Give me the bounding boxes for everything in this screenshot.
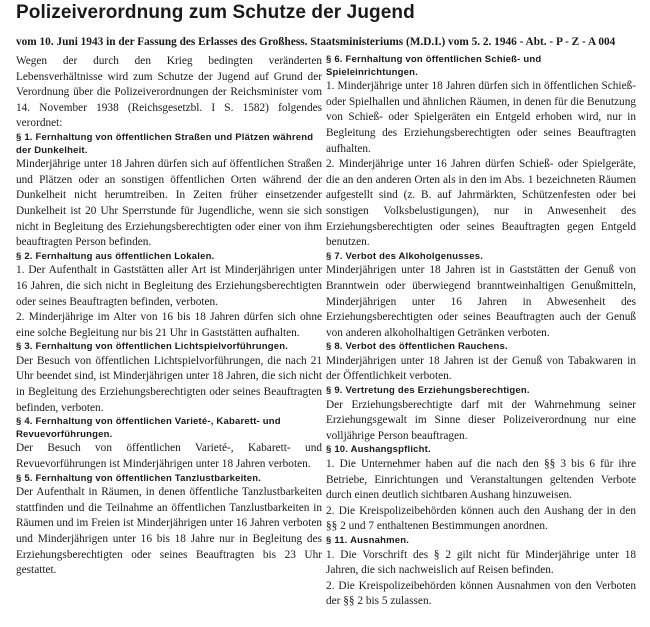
paragraph: 2. Minderjährige unter 16 Jahren dürfen Schieß- oder Spielgeräte, die an den anderen Orten als in den im Abs. 1 bezeichneten Räumen aufgestellt sind (z. B. auf Jahrmärkten, Schützenfesten oder bei sonstigen Volksbelustigungen), nur in Anwesenheit des Erziehungsberechtigten oder seines Beauftragten gegen Entgeld benutzen. <box>326 158 636 249</box>
section-heading: § 8. Verbot des öffentlichen Rauchens. <box>326 341 508 353</box>
section-heading: § 2. Fernhaltung aus öffentlichen Lokalen. <box>16 250 215 262</box>
section-heading: § 1. Fernhaltung von öffentlichen Straßen und Plätzen während der Dunkelheit. <box>16 131 314 156</box>
paragraph: Wegen der durch den Krieg bedingten veränderten Lebensverhältnisse wird zum Schutze der Jugend auf Grund der Verordnung über die Polizeiverordnungen der Reichsminister vom 14. November 1938 (Reichsgesetzbl. I S. 1582) folgendes verordnet: <box>16 55 322 130</box>
section-heading: § 7. Verbot des Alkoholgenusses. <box>326 250 484 262</box>
paragraph: 2. Die Kreispolizeibehörden können Ausnahmen von den Verboten der §§ 2 bis 5 zulassen. <box>326 579 636 608</box>
document-title: Polizeiverordnung zum Schutze der Jugend <box>16 2 415 23</box>
paragraph: Der Aufenthalt in Räumen, in denen öffentliche Tanzlustbarkeiten stattfinden und die Teilnahme an öffentlichen Tanzlustbarkeiten in Räumen und im Freien ist Minderjährigen unter 16 Jahren verboten und Minderjährigen unter 16 bis 18 Jahre nur in Begleitung des Erziehungsberechtigten oder seines Beauftragten bis 23 Uhr gestattet. <box>16 486 322 577</box>
paragraph: Der Besuch von öffentlichen Lichtspielvorführungen, die nach 21 Uhr beendet sind, ist Minderjährigen unter 18 Jahren, die sich nicht in Begleitung des Erziehungsberechtigten oder seines Beauftragten befinden, verboten. <box>16 354 322 414</box>
paragraph: Der Besuch von öffentlichen Varieté-, Kabarett- und Revuevorführungen ist Minderjährigen unter 18 Jahren verboten. <box>16 442 322 471</box>
paragraph: 2. Die Kreispolizeibehörden können auch den Aushang der in den §§ 2 und 7 enthaltenen Bestimmungen anordnen. <box>326 504 636 533</box>
section-heading: § 6. Fernhaltung von öffentlichen Schieß- und Spieleinrichtungen. <box>326 54 542 78</box>
paragraph: Minderjährige unter 18 Jahren dürfen sich auf öffentlichen Straßen und Plätzen oder an sonstigen öffentlichen Orten während der Dunkelheit nicht herumtreiben. In Zeiten früher einsetzender Dunkelheit ist 20 Uhr Sperrstunde für Jugendliche, wenn sie sich nicht in Begleitung des Erziehungsberechtigten oder einer von ihm beauftragten Person befinden. <box>16 158 322 249</box>
section-heading: § 9. Vertretung des Erziehungsberechtigen. <box>326 385 530 397</box>
right-column <box>326 54 636 610</box>
paragraph: Der Erziehungsberechtigte darf mit der Wahrnehmung seiner Erziehungsgewalt im Sinne dieser Polizeiverordnung nur eine volljährige Person beauftragen. <box>326 398 636 442</box>
paragraph: 1. Minderjährige unter 18 Jahren dürfen sich in öffentlichen Schieß- oder Spielhallen und ähnlichen Räumen, in denen für die Benutzung von Schieß- oder Spielgeräten ein Entgeld erhoben wird, nur in Begleitung des Erziehungsberechtigten oder seines Beauftragten aufhalten. <box>326 80 636 155</box>
paragraph: 1. Die Vorschrift des § 2 gilt nicht für Minderjährige unter 18 Jahren, die sich nachweislich auf Reisen befinden. <box>326 548 636 577</box>
paragraph: 1. Der Aufenthalt in Gaststätten aller Art ist Minderjährigen unter 16 Jahren, die sich nicht in Begleitung des Erziehungsberechtigten oder seines Beauftragten befinden, verboten. <box>16 264 322 308</box>
paragraph: 2. Minderjährige im Alter von 16 bis 18 Jahren dürfen sich ohne eine solche Begleitung nur bis 21 Uhr in Gaststätten aufhalten. <box>16 311 322 339</box>
section-heading: § 4. Fernhaltung von öffentlichen Varieté-, Kabarett- und Revuevorführungen. <box>16 416 281 440</box>
document-subtitle: vom 10. Juni 1943 in der Fassung des Erlasses des Großhess. Staatsministeriums (M.D.I.) vom 5. 2. 1946 - Abt. - P - Z - A 004 <box>16 36 616 48</box>
paragraph: Minderjährigen unter 18 Jahren ist der Genuß von Tabakwaren in der Öffentlichkeit verboten. <box>326 354 636 383</box>
section-heading: § 5. Fernhaltung von öffentlichen Tanzlustbarkeiten. <box>16 472 262 484</box>
section-heading: § 10. Aushangspflicht. <box>326 444 431 456</box>
paragraph: Minderjährigen unter 18 Jahren ist in Gaststätten der Genuß von Branntwein oder überwiegend branntweinhaltigen Genußmitteln, Minderjährigen unter 16 Jahren in Abwesenheit des Erziehungsberechtigten oder seines Beauftragten auch der Genuß von anderen alkoholhaltigen Getränken verboten. <box>326 264 636 339</box>
section-heading: § 3. Fernhaltung von öffentlichen Lichtspielvorführungen. <box>16 341 289 353</box>
paragraph: 1. Die Unternehmer haben auf die nach den §§ 3 bis 6 für ihre Betriebe, Einrichtungen und Veranstaltungen geltenden Verbote durch einen deutlich sichtbaren Aushang hinzuweisen. <box>326 458 636 502</box>
left-column <box>16 54 322 579</box>
section-heading: § 11. Ausnahmen. <box>326 535 410 546</box>
